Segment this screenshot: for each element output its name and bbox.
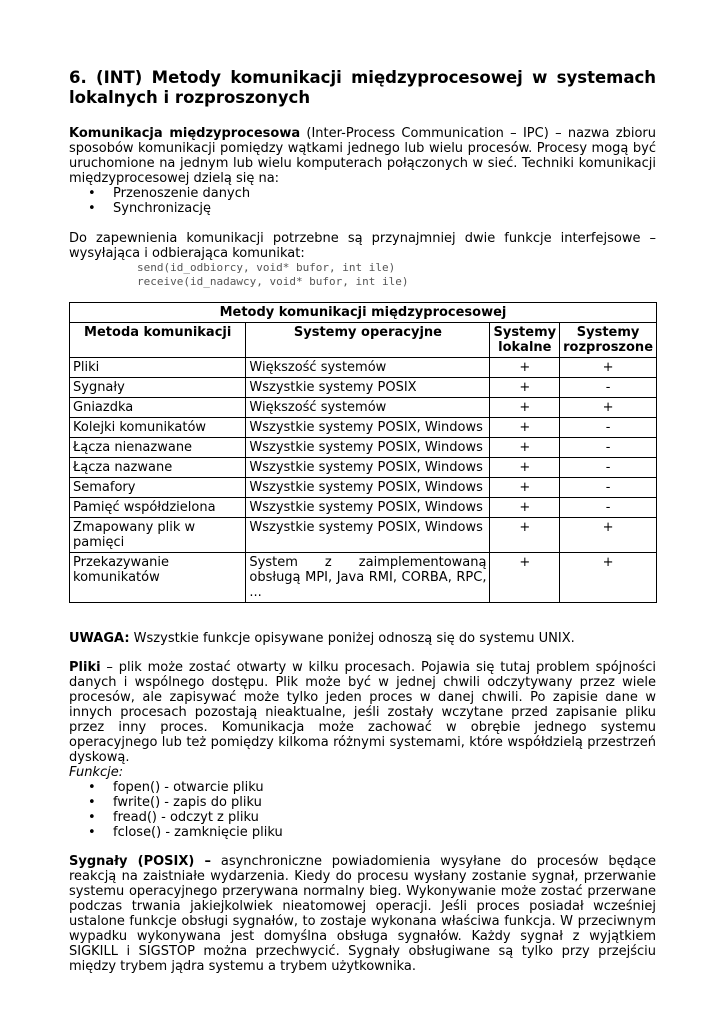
files-text: – plik może zostać otwarty w kilku procesach. Pojawia się tutaj problem spójności danych i wspólnego dostępu. Plik może być w jednej chwili odczytywany przez wiele procesów, ale zapisywać może tylko jeden proces w danej chwili. Po zapisie dane w innych procesach pozostają nieaktualne, jeśli zostały wczytane przed zapisanie pliku przez inny proces. Komunikacja może zachować w obrębie jednego systemu operacyjnego lub też pomiędzy kilkoma różnymi systemami, które współdzielą przestrzeń dyskową. [69,660,656,765]
distributed-cell: + [560,358,657,378]
method-cell: Pamięć współdzielona [70,498,246,518]
signals-text: asynchroniczne powiadomienia wysyłane do procesów będące reakcją na zaistniałe wydarzenia. Kiedy do procesu wysłany zostanie sygnał, przerwanie systemu operacyjnego przerywana normalny bieg. Wykonywanie może zostać przerwane podczas trwania jakiejkolwiek nieatomowej operacji. Jeśli proces posiadał wcześniej ustalone funkcje obsługi sygnałów, to zostaje wykonana właściwa funkcja. W przeciwnym wypadku wykonywana jest domyślna obsługa sygnałów. Każdy sygnał z wyjątkiem SIGKILL i SIGSTOP można przechwycić. Sygnały obsługiwane są tylko przy przejściu między trybem jądra systemu a trybem użytkownika. [69,854,656,974]
code-send: send(id_odbiorcy, void* bufor, int ile) [137,261,396,274]
table-row [70,498,657,518]
distributed-cell: + [560,518,657,553]
table-row [70,553,657,603]
os-cell: Wszystkie systemy POSIX, Windows [246,458,490,478]
os-cell: System z zaimplementowaną obsługą MPI, Java RMI, CORBA, RPC, ... [246,553,490,603]
column-header: Metoda komunikacji [70,323,246,358]
table-row [70,458,657,478]
local-cell: + [490,498,560,518]
os-cell: Wszystkie systemy POSIX, Windows [246,418,490,438]
table-row [70,378,657,398]
distributed-cell: - [560,418,657,438]
local-cell: + [490,418,560,438]
functions-label: Funkcje: [69,765,124,780]
table-row [70,358,657,378]
os-cell: Wszystkie systemy POSIX, Windows [246,518,490,553]
column-header: Systemy lokalne [490,323,560,358]
os-cell: Wszystkie systemy POSIX, Windows [246,438,490,458]
local-cell: + [490,438,560,458]
method-cell: Sygnały [70,378,246,398]
ipc-methods-table [69,302,657,603]
local-cell: + [490,553,560,603]
method-cell: Zmapowany plik w pamięci [70,518,246,553]
section-heading: 6. (INT) Metody komunikacji międzyprocesowej w systemach lokalnych i rozproszonych [69,68,656,107]
list-item: • fclose() - zamknięcie pliku [88,825,656,840]
intro-paragraph [69,126,656,186]
table-row [70,518,657,553]
note-text: Wszystkie funkcje opisywane poniżej odnoszą się do systemu UNIX. [129,631,575,646]
table-row [70,418,657,438]
table-caption: Metody komunikacji międzyprocesowej [70,303,657,323]
intro-term: Komunikacja międzyprocesowa [69,126,301,141]
intro-text: (Inter-Process Communication – IPC) – nazwa zbioru sposobów komunikacji pomiędzy wątkami jednego lub wielu procesów. Procesy mogą być uruchomione na jednym lub wielu komputerach połączonych w sieć. Techniki komunikacji międzyprocesowej dzielą się na: [69,126,656,186]
column-header: Systemy operacyjne [246,323,490,358]
local-cell: + [490,398,560,418]
list-item: • fread() - odczyt z pliku [88,810,656,825]
note-label: UWAGA: [69,631,130,646]
local-cell: + [490,518,560,553]
list-item: • Synchronizację [88,201,656,216]
local-cell: + [490,358,560,378]
table-header-row [70,323,657,358]
method-cell: Przekazywanie komunikatów [70,553,246,603]
os-cell: Wszystkie systemy POSIX [246,378,490,398]
functions-paragraph: Do zapewnienia komunikacji potrzebne są przynajmniej dwie funkcje interfejsowe – wysyłająca i odbierająca komunikat: [69,231,656,261]
note-paragraph [69,631,656,646]
files-paragraph [69,660,656,765]
distributed-cell: - [560,498,657,518]
os-cell: Większość systemów [246,398,490,418]
list-item: • fopen() - otwarcie pliku [88,780,656,795]
os-cell: Wszystkie systemy POSIX, Windows [246,478,490,498]
document-page [69,68,656,974]
list-item: • fwrite() - zapis do pliku [88,795,656,810]
method-cell: Kolejki komunikatów [70,418,246,438]
table-row [70,478,657,498]
distributed-cell: - [560,458,657,478]
table-row [70,438,657,458]
distributed-cell: + [560,398,657,418]
method-cell: Łącza nienazwane [70,438,246,458]
distributed-cell: + [560,553,657,603]
local-cell: + [490,378,560,398]
ipc-techniques-list [69,186,656,216]
column-header: Systemy rozproszone [560,323,657,358]
method-cell: Łącza nazwane [70,458,246,478]
os-cell: Wszystkie systemy POSIX, Windows [246,498,490,518]
os-cell: Większość systemów [246,358,490,378]
table-row [70,398,657,418]
method-cell: Semafory [70,478,246,498]
file-functions-list [69,780,656,840]
distributed-cell: - [560,378,657,398]
signals-paragraph [69,854,656,974]
method-cell: Gniazdka [70,398,246,418]
distributed-cell: - [560,438,657,458]
local-cell: + [490,478,560,498]
distributed-cell: - [560,478,657,498]
method-cell: Pliki [70,358,246,378]
list-item: • Przenoszenie danych [88,186,656,201]
code-receive: receive(id_nadawcy, void* bufor, int ile) [137,275,409,288]
signals-term: Sygnały (POSIX) – [69,854,212,869]
files-term: Pliki [69,660,101,675]
local-cell: + [490,458,560,478]
